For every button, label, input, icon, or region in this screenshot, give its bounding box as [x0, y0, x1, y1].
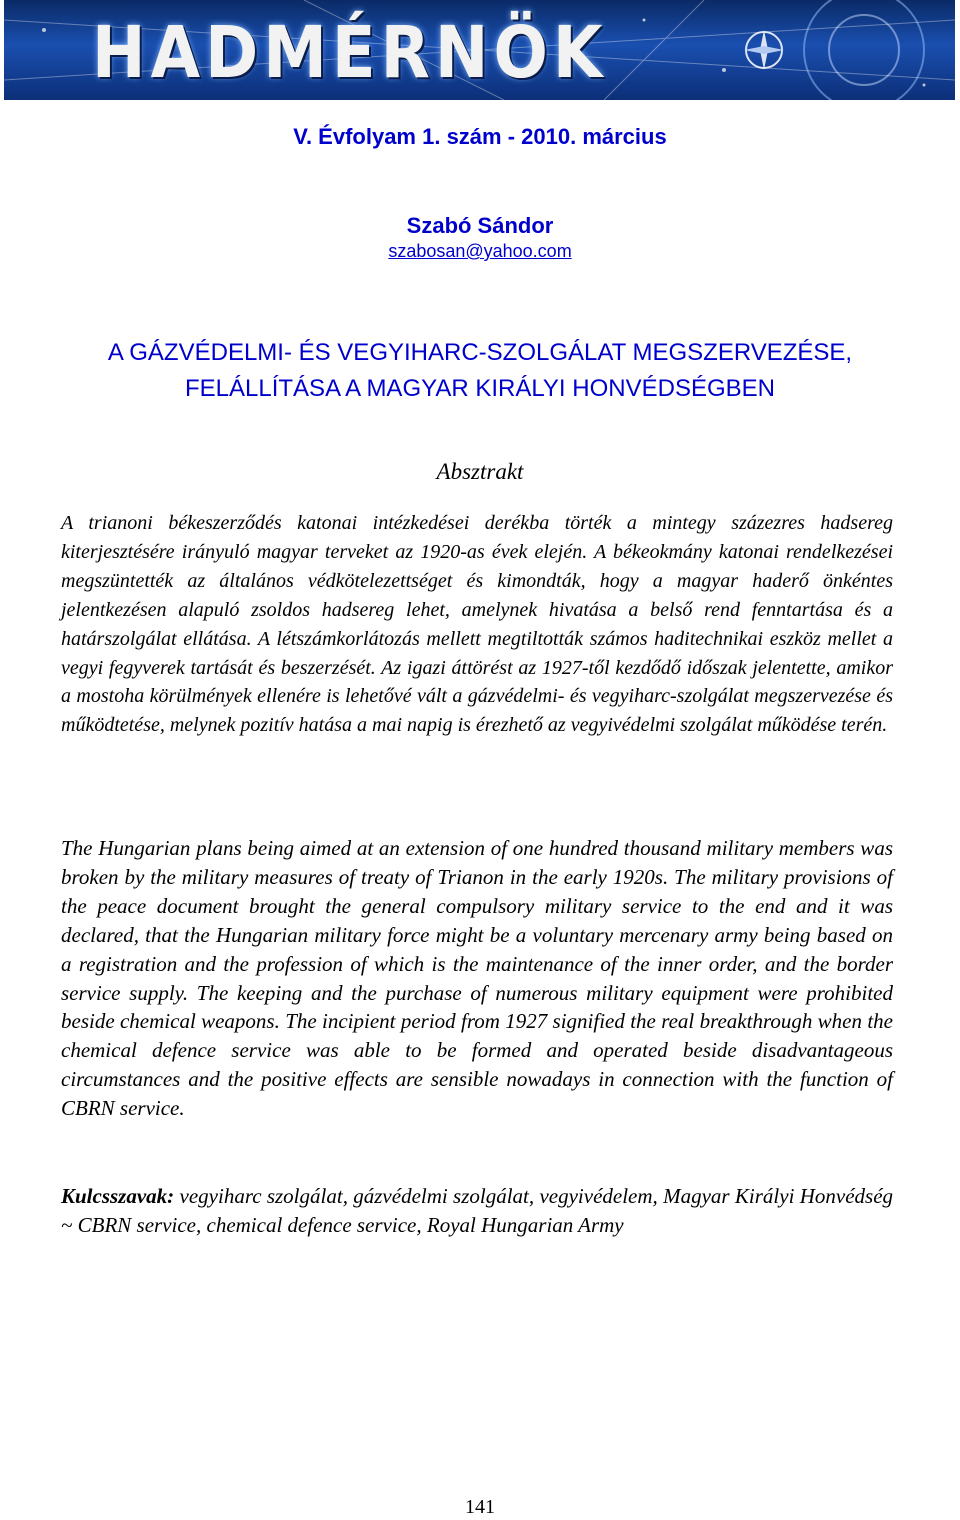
keywords-text: vegyiharc szolgálat, gázvédelmi szolgálat, vegyivédelem, Magyar Királyi Honvédség ~ CBRN service, chemical defence service, Royal Hungarian Army [61, 1184, 894, 1237]
author-email-link[interactable]: szabosan@yahoo.com [388, 241, 572, 261]
keywords-label: Kulcsszavak: [61, 1184, 175, 1208]
abstract-english: The Hungarian plans being aimed at an extension of one hundred thousand military members was broken by the military measures of treaty of Trianon in the early 1920s. The military provisions of the peace document brought the general compulsory military service to the end and it was declared, that the Hungarian military force might be a voluntary mercenary army being based on a registration and the profession of which is the maintenance of the inner order, and the border service supply. The keeping and the purchase of numerous military equipment were prohibited beside chemical weapons. The incipient period from 1927 signified the real breakthrough when the chemical defence service was able to be formed and operated beside disadvantageous circumstances and the positive effects are sensible nowadays in connection with the function of CBRN service. [61, 836, 893, 1121]
issue-line: V. Évfolyam 1. szám - 2010. március [293, 124, 667, 149]
abstract-heading: Absztrakt [436, 459, 524, 484]
article-title [0, 335, 960, 407]
keywords [61, 1182, 893, 1240]
author-name: Szabó Sándor [406, 213, 554, 238]
article-title-line-2: FELÁLLÍTÁSA A MAGYAR KIRÁLYI HONVÉDSÉGBEN [185, 375, 775, 402]
abstract-hungarian: A trianoni békeszerződés katonai intézkedései derékba törték a mintegy százezres hadsereg kiterjesztésére irányuló magyar terveket az 1920-as évek elején. A békeokmány katonai rendelkezései megszüntették az általános védkötelezettséget és kimondták, hogy a magyar haderő önkéntes jelentkezésen alapuló zsoldos hadsereg lehet, amelynek hivatása a belső rend fenntartása és a határszolgálat ellátása. A létszámkorlátozás mellett megtiltották számos haditechnikai eszköz mellet a vegyi fegyverek tartását és beszerzését. Az igazi áttörést az 1927-től kezdődő időszak jelentette, amikor a mostoha körülmények ellenére is lehetővé vált a gázvédelmi- és vegyiharc-szolgálat megszervezése és működtetése, melynek pozitív hatása a mai napig is érezhető az vegyivédelmi szolgálat működése terén. [61, 512, 893, 737]
journal-banner [4, 0, 955, 100]
compass-emblem-icon [744, 30, 784, 70]
journal-logo: HADMÉRNÖK [92, 12, 608, 95]
page-number: 141 [465, 1496, 495, 1518]
article-title-line-1: A GÁZVÉDELMI- ÉS VEGYIHARC-SZOLGÁLAT MEGSZERVEZÉSE, [107, 339, 853, 366]
